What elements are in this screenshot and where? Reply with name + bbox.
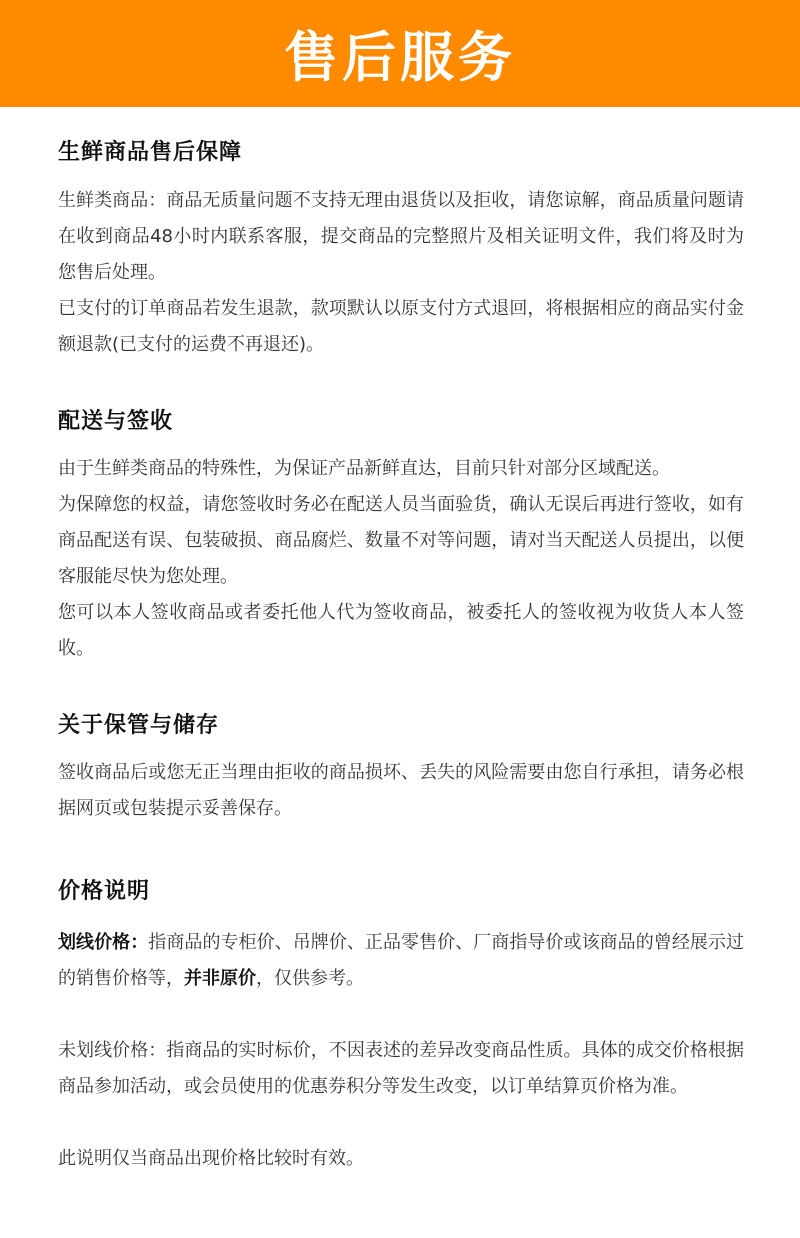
section-body-fresh-after-sales (58, 183, 744, 363)
paragraph: 已支付的订单商品若发生退款，款项默认以原支付方式退回，将根据相应的商品实付金额退款(已支付的运费不再退还)。 (58, 298, 744, 355)
paragraph: 签收商品后或您无正当理由拒收的商品损坏、丢失的风险需要由您自行承担，请务必根据网页或包装提示妥善保存。 (58, 762, 744, 819)
strikethrough-price-paragraph (58, 925, 744, 997)
section-body-storage (58, 755, 744, 827)
section-body-price-notes (58, 925, 744, 1177)
strikethrough-price-text-end: ，仅供参考。 (256, 968, 364, 989)
strikethrough-price-text: 指商品的专柜价、吊牌价、正品零售价、厂商指导价或该商品的曾经展示过的销售价格等， (58, 932, 745, 989)
strikethrough-price-label: 划线价格： (58, 932, 149, 953)
paragraph: 由于生鲜类商品的特殊性，为保证产品新鲜直达，目前只针对部分区域配送。 (58, 458, 670, 479)
spacer (58, 997, 744, 1033)
section-title-price-notes: 价格说明 (58, 879, 151, 904)
spacer (58, 1105, 744, 1141)
main-content (0, 138, 800, 1177)
page-title: 售后服务 (284, 26, 516, 89)
paragraph: 您可以本人签收商品或者委托他人代为签收商品，被委托人的签收视为收货人本人签收。 (58, 602, 744, 659)
not-original-price-emphasis: 并非原价 (184, 968, 256, 989)
header-banner (0, 0, 800, 107)
section-title-storage: 关于保管与储存 (58, 713, 220, 738)
paragraph: 生鲜类商品：商品无质量问题不支持无理由退货以及拒收，请您谅解，商品质量问题请在收到商品48小时内联系客服，提交商品的完整照片及相关证明文件，我们将及时为您售后处理。 (58, 190, 744, 283)
section-title-delivery-signing: 配送与签收 (58, 409, 174, 434)
non-strikethrough-price-paragraph: 未划线价格：指商品的实时标价，不因表述的差异改变商品性质。具体的成交价格根据商品参加活动，或会员使用的优惠券积分等发生改变，以订单结算页价格为准。 (58, 1040, 744, 1097)
paragraph: 为保障您的权益，请您签收时务必在配送人员当面验货，确认无误后再进行签收，如有商品配送有误、包装破损、商品腐烂、数量不对等问题，请对当天配送人员提出，以便客服能尽快为您处理。 (58, 494, 744, 587)
section-title-fresh-after-sales: 生鲜商品售后保障 (58, 140, 243, 165)
section-body-delivery-signing (58, 451, 744, 667)
price-note-paragraph: 此说明仅当商品出现价格比较时有效。 (58, 1148, 364, 1169)
